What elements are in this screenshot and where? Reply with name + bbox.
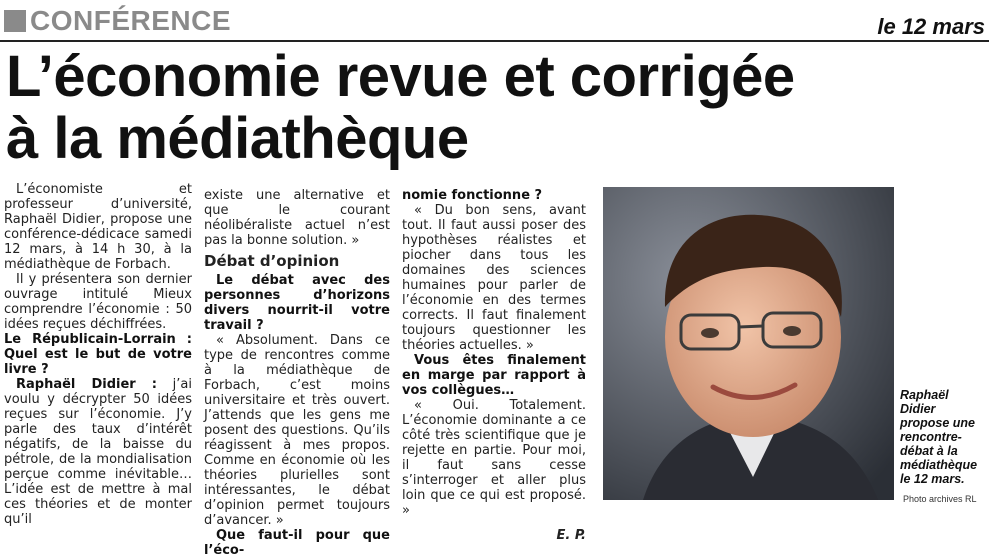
kicker-text: CONFÉRENCE bbox=[30, 5, 232, 36]
article-column-1 bbox=[4, 182, 192, 527]
article-column-3 bbox=[402, 188, 586, 543]
answer-3: « Du bon sens, avant tout. Il faut aussi poser des hypothèses réalistes et piocher dans tous les domaines des sciences humaines pour parler de l’économie en des termes corrects. Il faut finalement toujours questionner les théories actuelles. » bbox=[402, 203, 586, 353]
intro-paragraph: L’économiste et professeur d’université, Raphaël Didier, propose une conférence-dédicace samedi 12 mars, à 14 h 30, à la médiathèque de Forbach. bbox=[4, 182, 192, 272]
headline-line-2: à la médiathèque bbox=[6, 106, 469, 171]
answer-1-text: j’ai voulu y décrypter 50 idées reçues sur l’économie. J’y parle des taux d’intérêt négatifs, de la baisse du pétrole, de la mondialisation perçue comme inévitable… L’idée est de mettre à mal ces théories et de monter qu’il bbox=[4, 377, 192, 527]
header-rule bbox=[0, 40, 989, 42]
question-3-end: nomie fonctionne ? bbox=[402, 188, 543, 203]
portrait-photo bbox=[603, 187, 894, 500]
kicker-square-icon bbox=[4, 10, 26, 32]
answer-2: « Absolument. Dans ce type de rencontres comme à la médiathèque de Forbach, c’est moins universitaire et très ouvert. J’attends que les gens me posent des questions. Qu’ils réagissent à mes propos. Comme en économie où les théories plurielles sont intéressantes, le débat d’opinion permet toujours d’avancer. » bbox=[204, 333, 390, 528]
photo-caption: Raphaël Didier propose une rencontre-débat à la médiathèque le 12 mars. bbox=[900, 388, 978, 486]
header-date: le 12 mars bbox=[877, 14, 985, 39]
question-4: Vous êtes finalement en marge par rapport à vos collègues… bbox=[402, 353, 586, 398]
portrait-illustration bbox=[603, 187, 894, 500]
question-3-start: Que faut-il pour que l’éco- bbox=[204, 528, 390, 558]
question-1: Le Républicain-Lorrain : Quel est le but de votre livre ? bbox=[4, 332, 192, 377]
headline-line-1: L’économie revue et corrigée bbox=[6, 44, 795, 109]
answer-4: « Oui. Totalement. L’économie dominante a ce côté très scientifique que je rejette en partie. Pour moi, il faut sans cesse s’interroger et aller plus loin que ce qui est proposé. » bbox=[402, 398, 586, 518]
subheading: Débat d’opinion bbox=[204, 252, 340, 270]
article-column-2 bbox=[204, 188, 390, 558]
answer-1 bbox=[4, 377, 192, 527]
book-paragraph: Il y présentera son dernier ouvrage intitulé Mieux comprendre l’économie : 50 idées reçues déchiffrées. bbox=[4, 272, 192, 332]
headline bbox=[6, 46, 976, 170]
header bbox=[0, 0, 989, 40]
photo-credit: Photo archives RL bbox=[903, 494, 977, 504]
answer-1-continued: existe une alternative et que le courant néolibéraliste actuel n’est pas la bonne solution. » bbox=[204, 188, 390, 248]
section-kicker bbox=[4, 6, 231, 36]
author-signature: E. P. bbox=[556, 528, 586, 543]
answer-1-speaker: Raphaël Didier : bbox=[16, 377, 157, 392]
question-2: Le débat avec des personnes d’horizons divers nourrit-il votre travail ? bbox=[204, 273, 390, 333]
